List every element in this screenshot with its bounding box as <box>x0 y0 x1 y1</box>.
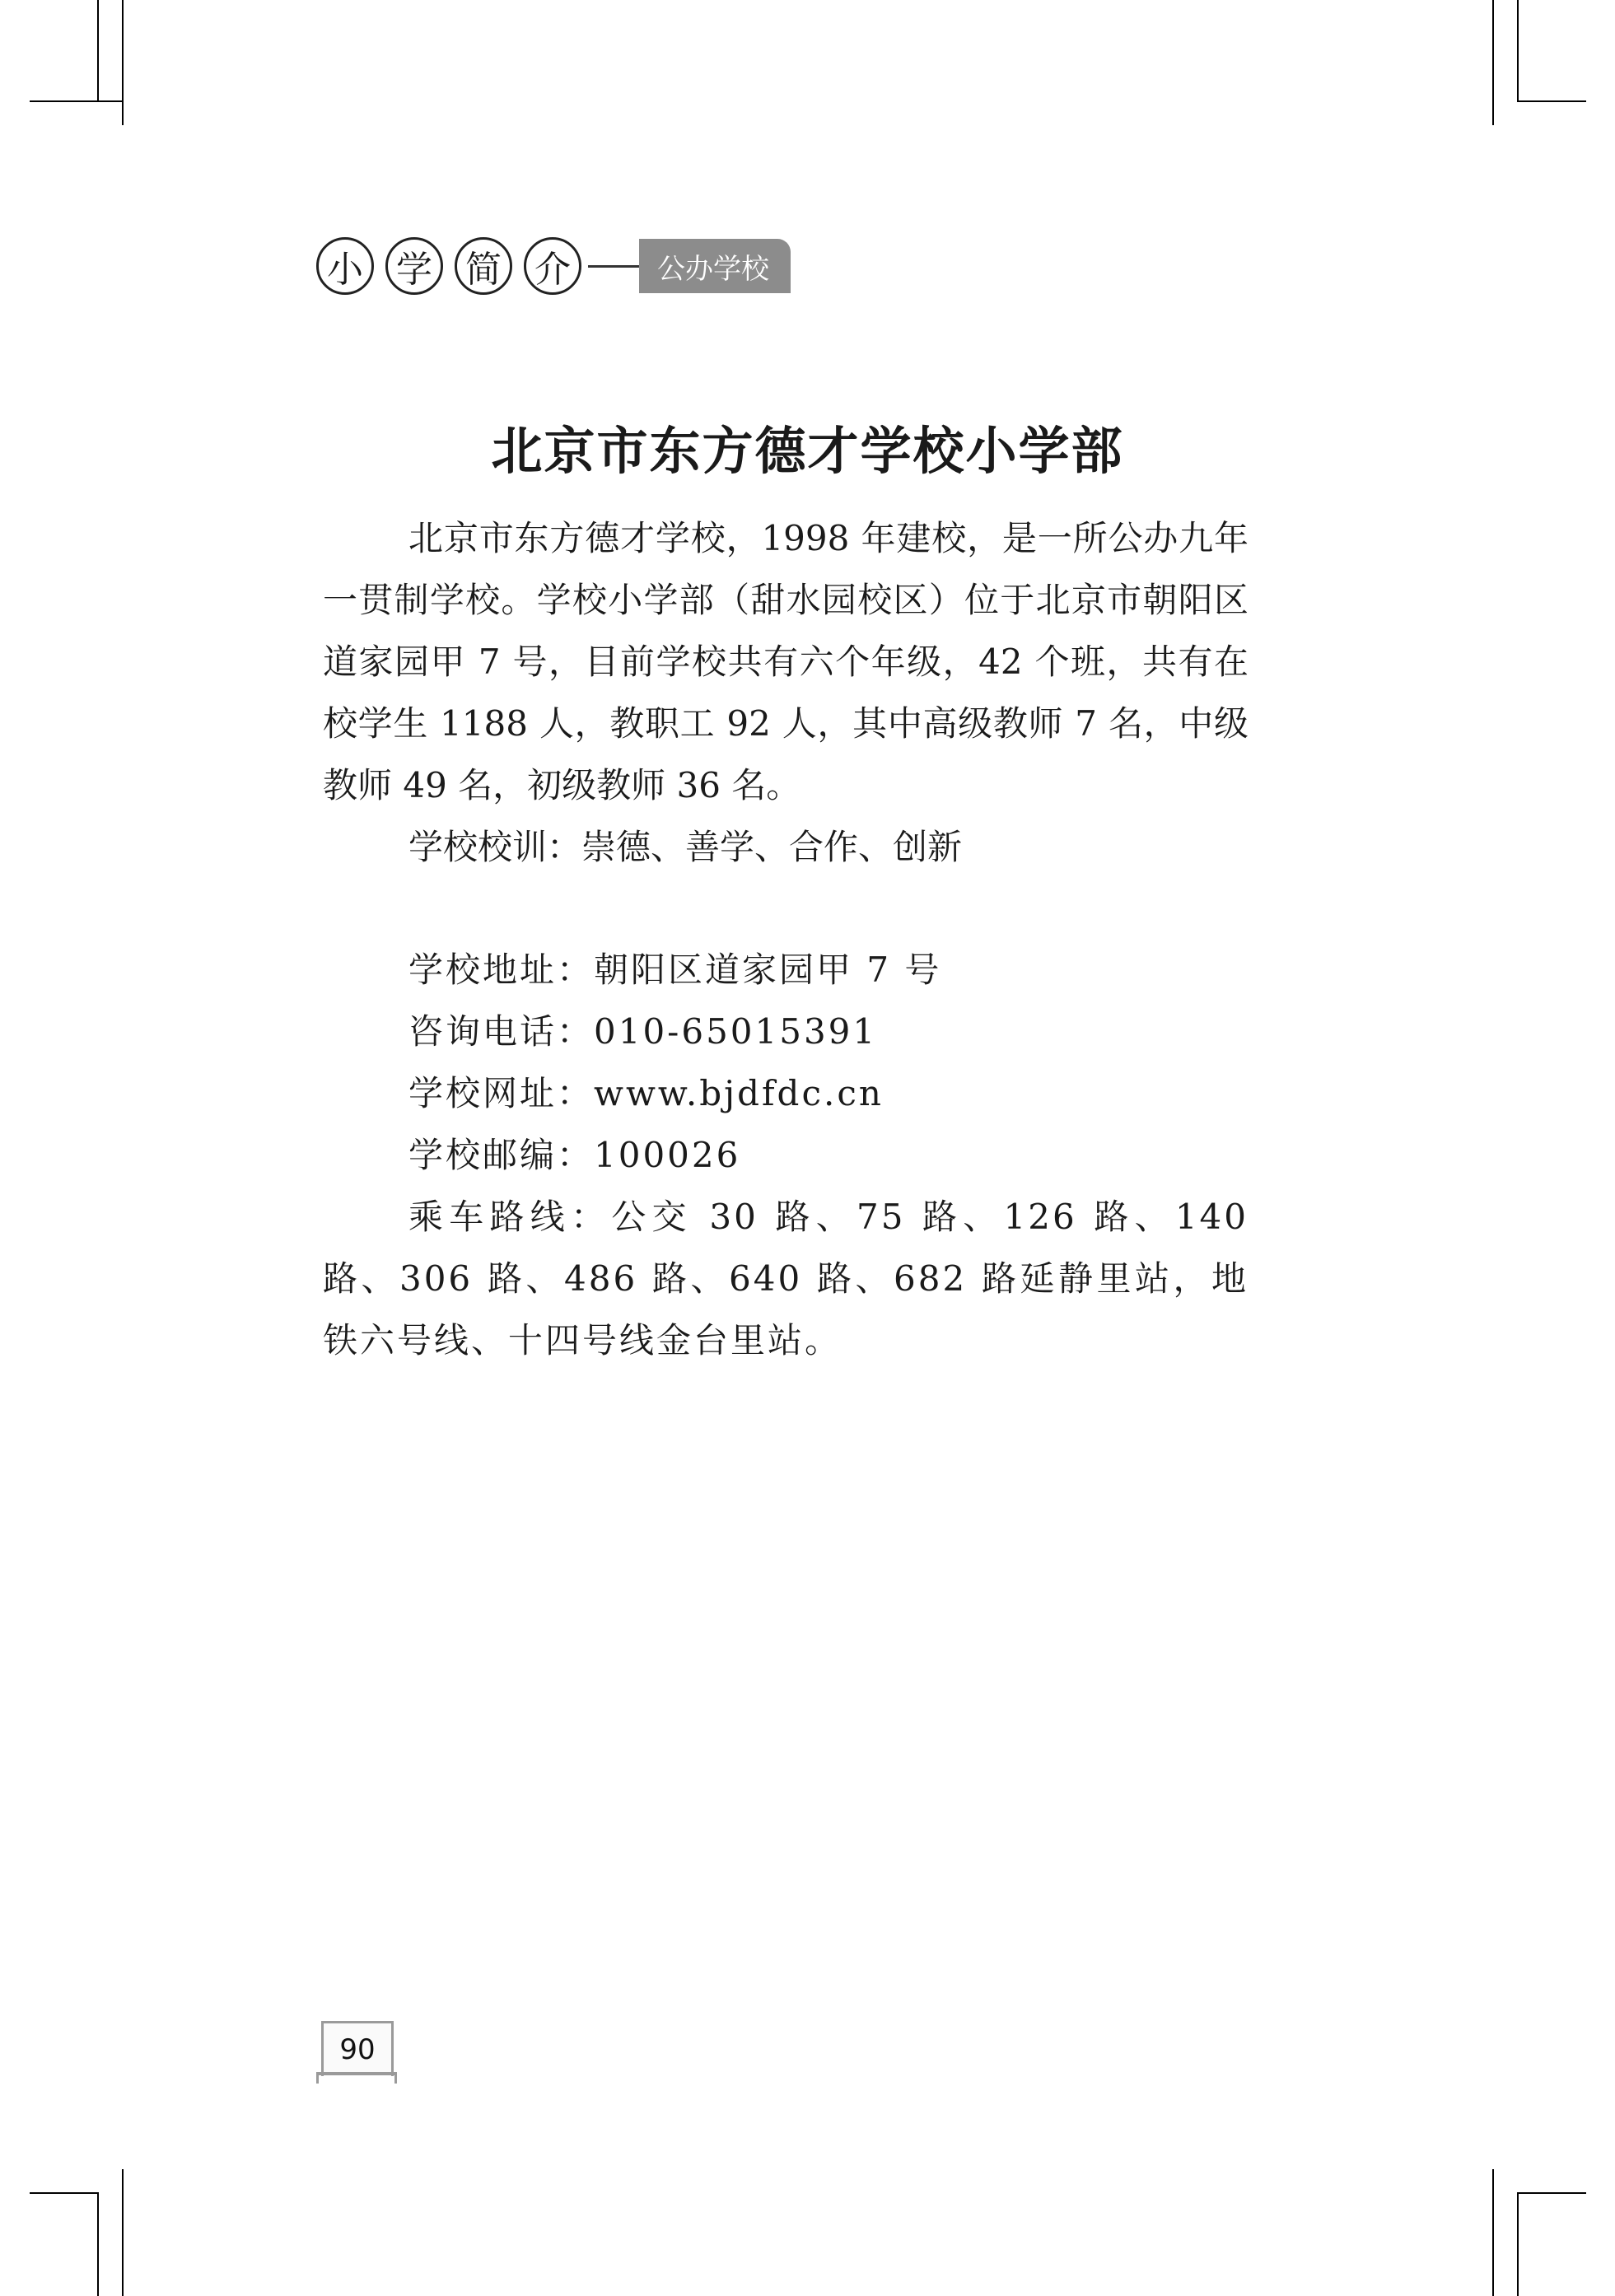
header-char: 学 <box>385 237 443 295</box>
crop-mark <box>122 2169 124 2296</box>
postcode-line: 学校邮编：100026 <box>408 1135 741 1175</box>
crop-mark <box>1492 2169 1494 2296</box>
crop-mark <box>30 100 124 102</box>
category-tag: 公办学校 <box>639 239 791 293</box>
page-number-badge <box>316 2021 397 2087</box>
header-char: 简 <box>455 237 512 295</box>
route-paragraph: 乘车路线：公交 30 路、75 路、126 路、140 路、306 路、486 路、640 路、682 路延静里站，地铁六号线、十四号线金台里站。 <box>323 1197 1249 1360</box>
crop-mark <box>30 2192 99 2194</box>
crop-mark <box>1492 0 1494 125</box>
intro-section <box>323 507 1249 878</box>
crop-mark <box>1517 100 1586 102</box>
page-title: 北京市东方德才学校小学部 <box>491 421 1124 481</box>
crop-mark <box>1517 2192 1586 2194</box>
header-char: 介 <box>524 237 581 295</box>
book-icon <box>316 2072 397 2084</box>
phone-line: 咨询电话：010-65015391 <box>408 1011 878 1052</box>
crop-mark <box>97 0 99 100</box>
header-divider <box>588 265 639 268</box>
crop-mark <box>1517 0 1519 100</box>
section-header <box>316 234 791 298</box>
website-line: 学校网址：www.bjdfdc.cn <box>408 1073 884 1113</box>
crop-mark <box>1517 2192 1519 2296</box>
crop-mark <box>122 0 124 125</box>
page-number: 90 <box>321 2021 394 2076</box>
crop-mark <box>97 2192 99 2296</box>
intro-paragraph: 北京市东方德才学校，1998 年建校，是一所公办九年一贯制学校。学校小学部（甜水园校区）位于北京市朝阳区道家园甲 7 号，目前学校共有六个年级，42 个班，共有在校学生 1188 人，教职工 92 人，其中高级教师 7 名，中级教师 49 名，初级教师 36 名。 <box>323 518 1249 805</box>
header-char: 小 <box>316 237 374 295</box>
contact-info <box>323 939 1249 1371</box>
address-line: 学校地址：朝阳区道家园甲 7 号 <box>408 950 942 990</box>
school-motto: 学校校训：崇德、善学、合作、创新 <box>408 827 963 867</box>
